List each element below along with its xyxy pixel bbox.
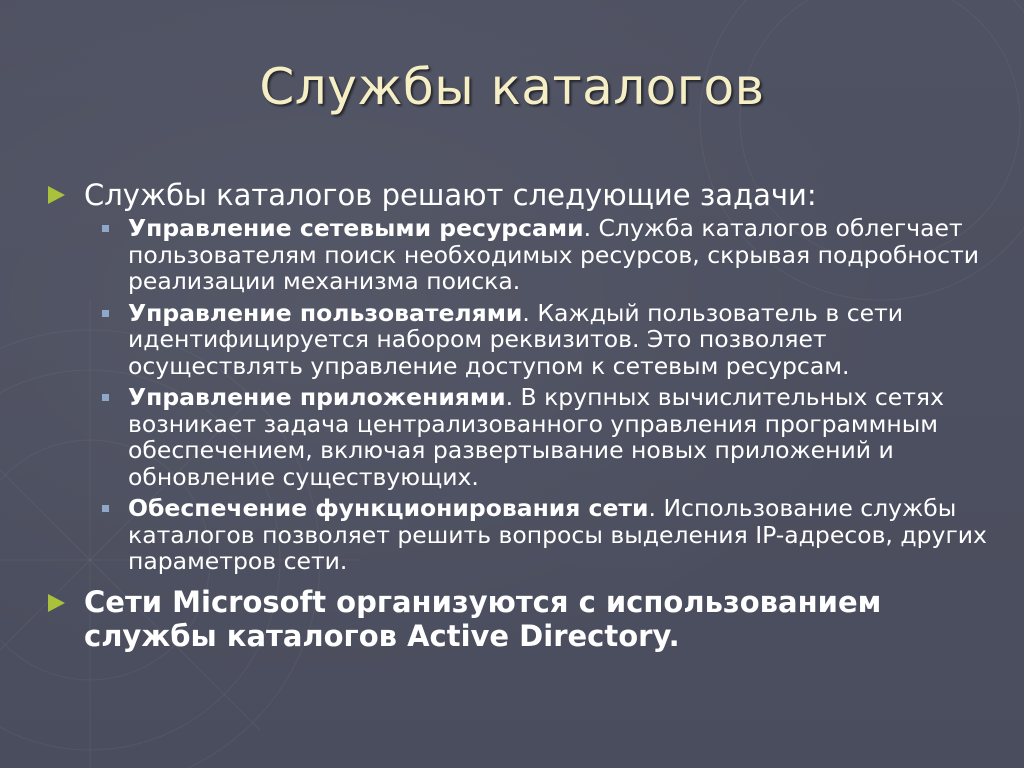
sub-bullet-description: . Служба каталогов облегчает пользователям поиск необходимых ресурсов, скрывая подробности реализации механизма поиска.: [128, 214, 980, 295]
bullet-level1: [46, 178, 996, 212]
sub-bullet-item: [88, 215, 996, 295]
sub-bullet-text: [128, 495, 996, 575]
bullet-level1: [46, 585, 996, 653]
slide-title: Службы каталогов: [259, 58, 765, 116]
square-bullet-icon: [102, 394, 109, 401]
sub-bullet-description: . Использование службы каталогов позволяет решить вопросы выделения IP-адресов, других параметров сети.: [128, 494, 987, 575]
sub-bullet-term: Обеспечение функционирования сети: [128, 494, 649, 522]
sub-bullet-list: [88, 215, 996, 575]
sub-bullet-description: . Каждый пользователь в сети идентифицируется набором реквизитов. Это позволяет осуществлять управление доступом к сетевым ресурсам.: [128, 298, 904, 380]
sub-bullet-text: [128, 300, 996, 380]
square-bullet-icon: [102, 225, 109, 232]
square-bullet-icon: [102, 310, 109, 317]
sub-bullet-item: [88, 384, 996, 490]
sub-bullet-term: Управление сетевыми ресурсами: [128, 214, 584, 242]
slide-content: [46, 178, 996, 653]
bullet-text: Сети Microsoft организуются с использованием службы каталогов Active Directory.: [84, 584, 882, 653]
sub-bullet-text: [128, 215, 996, 295]
sub-bullet-item: [88, 300, 996, 380]
triangle-bullet-icon: [48, 594, 65, 612]
bullet-text: Службы каталогов решают следующие задачи:: [84, 178, 817, 212]
sub-bullet-item: [88, 495, 996, 575]
sub-bullet-term: Управление приложениями: [128, 383, 506, 411]
sub-bullet-description: . В крупных вычислительных сетях возникает задача централизованного управления программным обеспечением, включая развертывание новых приложений и обновление существующих.: [128, 383, 944, 491]
sub-bullet-term: Управление пользователями: [128, 298, 523, 327]
triangle-bullet-icon: [48, 186, 65, 204]
sub-bullet-text: [128, 384, 996, 490]
square-bullet-icon: [102, 505, 109, 512]
